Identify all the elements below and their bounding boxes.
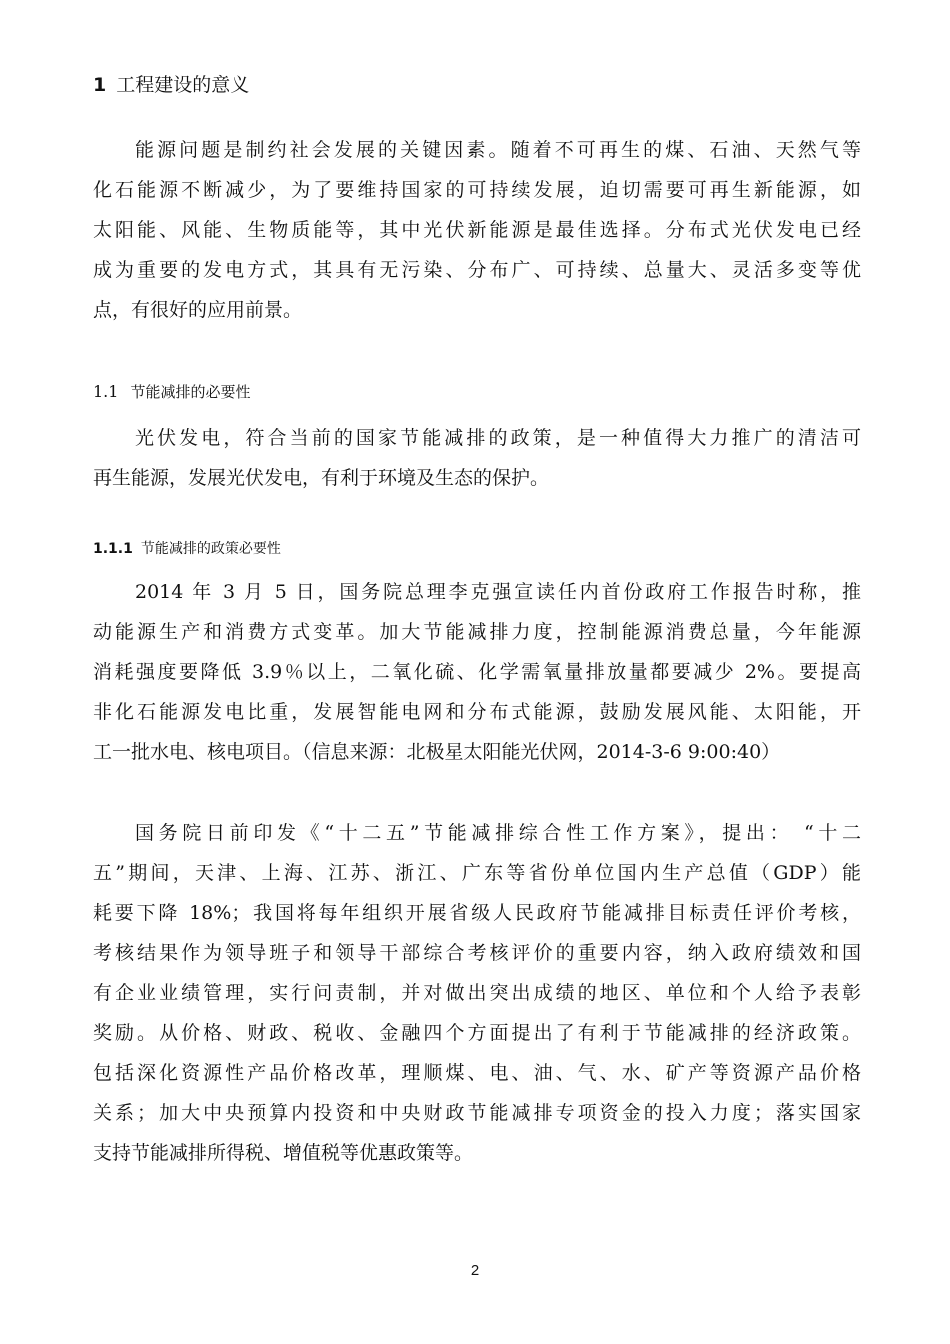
paragraph-line: 消耗强度要降低 3.9％以上，二氧化硫、化学需氧量排放量都要减少 2%。要提高 (93, 661, 861, 683)
paragraph-government-report (93, 572, 861, 772)
paragraph-line: 关系；加大中央预算内投资和中央财政节能减排专项资金的投入力度；落实国家 (93, 1102, 861, 1124)
paragraph-line: 国务院日前印发《“十二五”节能减排综合性工作方案》，提出： “十二 (135, 822, 861, 844)
paragraph-line: 太阳能、风能、生物质能等，其中光伏新能源是最佳选择。分布式光伏发电已经 (93, 219, 861, 241)
paragraph-line: 奖励。从价格、财政、税收、金融四个方面提出了有利于节能减排的经济政策。 (93, 1022, 861, 1044)
paragraph-line: 能源问题是制约社会发展的关键因素。随着不可再生的煤、石油、天然气等 (135, 139, 861, 161)
paragraph-line: 光伏发电，符合当前的国家节能减排的政策，是一种值得大力推广的清洁可 (135, 427, 861, 449)
paragraph-line: 包括深化资源性产品价格改革，理顺煤、电、油、气、水、矿产等资源产品价格 (93, 1062, 861, 1084)
paragraph-line: 耗要下降 18%；我国将每年组织开展省级人民政府节能减排目标责任评价考核， (93, 902, 861, 924)
paragraph-line: 再生能源，发展光伏发电，有利于环境及生态的保护。 (93, 467, 550, 489)
paragraph-line: 动能源生产和消费方式变革。加大节能减排力度，控制能源消费总量，今年能源 (93, 621, 861, 643)
paragraph-line: 成为重要的发电方式，其具有无污染、分布广、可持续、总量大、灵活多变等优 (93, 259, 861, 281)
paragraph-line: 支持节能减排所得税、增值税等优惠政策等。 (93, 1142, 474, 1164)
section-number: 1 (93, 74, 107, 96)
paragraph-line: 非化石能源发电比重，发展智能电网和分布式能源，鼓励发展风能、太阳能，开 (93, 701, 861, 723)
paragraph-line: 五”期间，天津、上海、江苏、浙江、广东等省份单位国内生产总值（GDP）能 (93, 862, 861, 884)
section-heading-1 (93, 70, 249, 100)
paragraph-line: 有企业业绩管理，实行问责制，并对做出突出成绩的地区、单位和个人给予表彰 (93, 982, 861, 1004)
section-number: 1.1.1 (93, 541, 133, 557)
page-number: 2 (470, 1262, 480, 1279)
section-heading-1-1-1 (93, 534, 281, 564)
paragraph-twelfth-five-year-plan (93, 813, 861, 1173)
section-heading-1-1 (93, 377, 250, 407)
paragraph-line: 考核结果作为领导班子和领导干部综合考核评价的重要内容，纳入政府绩效和国 (93, 942, 861, 964)
paragraph-energy-problem (93, 130, 861, 330)
paragraph-line: 点，有很好的应用前景。 (93, 299, 303, 321)
section-title: 工程建设的意义 (116, 74, 250, 96)
paragraph-line: 工一批水电、核电项目。（信息来源：北极星太阳能光伏网，2014-3-6 9:00:40） (93, 741, 781, 763)
paragraph-line: 化石能源不断减少，为了要维持国家的可持续发展，迫切需要可再生新能源，如 (93, 179, 861, 201)
paragraph-pv-policy (93, 418, 861, 498)
paragraph-line: 2014 年 3 月 5 日，国务院总理李克强宣读任内首份政府工作报告时称，推 (135, 581, 861, 603)
section-number: 1.1 (93, 382, 119, 401)
section-title: 节能减排的政策必要性 (140, 541, 281, 557)
section-title: 节能减排的必要性 (130, 383, 251, 401)
